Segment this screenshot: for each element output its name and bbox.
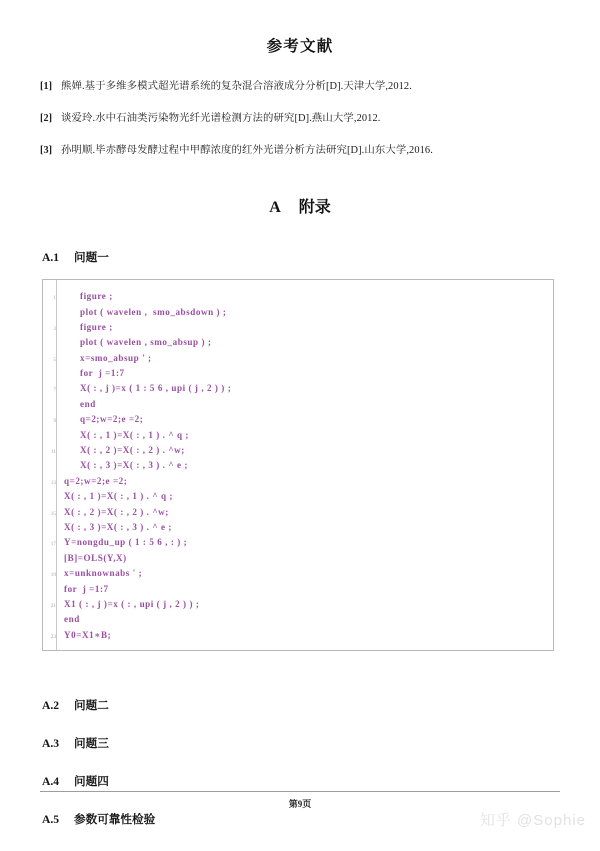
section-label: 问题三	[74, 737, 109, 751]
code-line-number: 13	[50, 479, 56, 486]
code-line-text: plot ( wavelen , smo_absdown ) ;	[80, 306, 227, 317]
code-line-text: [B]=OLS(Y,X)	[64, 552, 127, 563]
references-list	[0, 80, 600, 158]
reference-text: 谈爱玲.水中石油类污染物光纤光谱检测方法的研究[D].燕山大学,2012.	[61, 113, 381, 125]
reference-text: 孙明顺.毕赤酵母发酵过程中甲醇浓度的红外光谱分析方法研究[D].山东大学,2016.	[61, 145, 433, 157]
reference-item	[0, 80, 600, 94]
code-line-number: 21	[50, 602, 56, 609]
code-line	[43, 491, 553, 506]
section-number: A.4	[42, 775, 60, 789]
section-label: 问题一	[74, 251, 109, 265]
code-line-number: 23	[50, 633, 56, 640]
code-line	[43, 368, 553, 383]
code-line-text: X( : , j )=x ( 1 : 5 6 , upi ( j , 2 ) ) ;	[80, 383, 232, 394]
code-line-text: Y0=X1∗B;	[64, 629, 112, 640]
code-line	[43, 630, 553, 645]
section-number: A.1	[42, 251, 60, 265]
code-line-text: X( : , 3 )=X( : , 3 ) . ^ e ;	[80, 460, 188, 471]
code-line	[43, 614, 553, 629]
code-line	[43, 399, 553, 414]
code-line-text: figure ;	[80, 291, 113, 302]
section-heading-a2	[0, 697, 600, 713]
code-line	[43, 507, 553, 522]
code-line-text: x=unknownabs ' ;	[64, 568, 143, 579]
code-line-text: x=smo_absup ' ;	[80, 352, 152, 363]
code-line	[43, 291, 553, 306]
code-line-list	[43, 291, 553, 645]
section-label: 参数可靠性检验	[74, 813, 156, 827]
section-number: A.3	[42, 737, 60, 751]
code-block-inner	[43, 280, 553, 650]
code-block	[42, 279, 554, 651]
code-line-text: X( : , 2 )=X( : , 2 ) . ^w;	[64, 506, 169, 517]
reference-item	[0, 144, 600, 158]
code-line-text: figure ;	[80, 321, 113, 332]
page-footer	[0, 785, 600, 851]
reference-text: 熊婵.基于多维多模式超光谱系统的复杂混合溶液成分分析[D].天津大学,2012.	[61, 81, 412, 92]
code-line-number: 11	[50, 449, 56, 456]
section-number: A.5	[42, 813, 60, 827]
code-line	[43, 445, 553, 460]
code-line-text: q=2;w=2;e =2;	[80, 414, 144, 425]
appendix-title	[0, 176, 600, 217]
code-line-text: X( : , 3 )=X( : , 3 ) . ^ e ;	[64, 522, 172, 532]
reference-number: [2]	[40, 113, 53, 125]
reference-number: [3]	[40, 145, 53, 157]
code-line	[43, 537, 553, 552]
code-line	[43, 322, 553, 337]
code-line-text: X( : , 1 )=X( : , 1 ) . ^ q ;	[80, 429, 190, 440]
code-line-number: 17	[50, 541, 56, 548]
section-heading-a1	[0, 249, 600, 265]
section-label: 问题四	[74, 775, 109, 789]
code-line-number: 3	[53, 325, 56, 332]
code-line-text: end	[80, 398, 96, 409]
appendix-letter: A	[269, 199, 281, 217]
code-line-number: 5	[53, 356, 56, 363]
section-heading-a3	[0, 735, 600, 751]
watermark: 知乎 @Sophie	[479, 812, 586, 829]
code-line-text: plot ( wavelen , smo_absup ) ;	[80, 337, 212, 348]
code-line	[43, 568, 553, 583]
code-line	[43, 460, 553, 475]
code-line	[43, 522, 553, 537]
code-line-number: 19	[50, 572, 56, 579]
code-line-text: for j =1:7	[64, 583, 109, 594]
page-number: 第9页	[288, 799, 312, 809]
code-line	[43, 584, 553, 599]
code-line	[43, 414, 553, 429]
section-number: A.2	[42, 699, 60, 713]
code-line	[43, 337, 553, 352]
code-line-number: 15	[50, 510, 56, 517]
code-line-text: end	[64, 614, 80, 625]
references-section	[0, 0, 600, 158]
code-line-text: X( : , 2 )=X( : , 2 ) . ^w;	[80, 445, 185, 456]
code-line-number: 7	[53, 387, 56, 394]
code-line	[43, 476, 553, 491]
footer-divider	[40, 791, 560, 792]
code-line-text: X( : , 1 )=X( : , 1 ) . ^ q ;	[64, 491, 174, 502]
code-line	[43, 383, 553, 398]
code-line-number: 1	[53, 295, 56, 302]
code-line-number: 9	[53, 418, 56, 425]
code-line	[43, 553, 553, 568]
code-line-text: q=2;w=2;e =2;	[64, 475, 128, 486]
code-line	[43, 307, 553, 322]
appendix-title-label: 附录	[298, 199, 331, 217]
references-title: 参考文献	[266, 38, 334, 55]
code-line	[43, 353, 553, 368]
section-label: 问题二	[74, 699, 109, 713]
code-line-text: for j =1:7	[80, 368, 125, 379]
code-gutter-rule	[56, 280, 57, 650]
reference-number: [1]	[40, 81, 53, 92]
code-line-text: Y=nongdu_up ( 1 : 5 6 , : ) ;	[64, 537, 188, 548]
code-line	[43, 430, 553, 445]
reference-item	[0, 112, 600, 126]
code-line	[43, 599, 553, 614]
code-line-text: X1 ( : , j )=x ( : , upi ( j , 2 ) ) ;	[64, 598, 200, 609]
